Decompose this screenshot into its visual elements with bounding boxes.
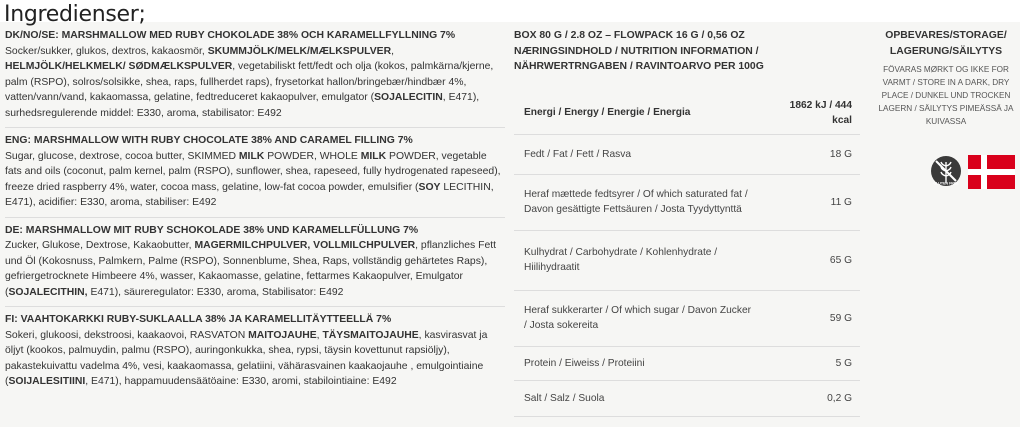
nutrition-row bbox=[514, 380, 860, 416]
allergen-text: MAITOJAUHE bbox=[248, 329, 317, 341]
storage-column bbox=[876, 28, 1016, 128]
certification-icons bbox=[928, 153, 1018, 193]
ingredient-run: , E471), surhedsregulerende middel: E330, aroma, stabilisator: E492 bbox=[5, 92, 480, 119]
gluten-free-icon bbox=[931, 156, 961, 186]
nutrition-label: Salt / Salz / Suola bbox=[514, 380, 762, 416]
ingredient-run: POWDER, WHOLE bbox=[264, 150, 361, 162]
ingredient-text bbox=[5, 44, 505, 122]
nutrition-label: Fedt / Fat / Fett / Rasva bbox=[514, 134, 762, 174]
ingredient-run: , kasvirasvat ja öljyt (kookos, palmuydin, palmu (RSPO), auringonkukka, shea, rypsi, täysin kovettunut rapsiöljy), pakastekuivattu vadelma 4%, vesi, kaakaomassa, gelatiini, vähärasvainen kaakaojauhe , emulgointiaine ( bbox=[5, 329, 488, 387]
allergen-text: SOY bbox=[418, 181, 441, 193]
nutrition-row bbox=[514, 230, 860, 290]
allergen-text: SKUMMJÖLK/MELK/MÆLKSPULVER bbox=[207, 45, 392, 57]
nutrition-row bbox=[514, 134, 860, 174]
nutrition-label: Energi / Energy / Energie / Energia bbox=[514, 92, 762, 134]
nutrition-table bbox=[514, 92, 860, 417]
ingredient-block bbox=[5, 312, 505, 390]
ingredient-heading: DK/NO/SE: MARSHMALLOW MED RUBY CHOKOLADE 38% OCH KARAMELLFYLLNING 7% bbox=[5, 30, 456, 41]
ingredient-run: Sokeri, glukoosi, dekstroosi, kaakaovoi, RASVATON bbox=[5, 329, 249, 341]
storage-text: FÖVARAS MØRKT OG IKKE FOR VARMT / STORE IN A DARK, DRY PLACE / DUNKEL UND TROCKEN LAGERN / SÄILYTYS PIMEÄSSÄ JA KUIVASSA bbox=[878, 65, 1014, 126]
nutrition-label: Protein / Eiweiss / Proteiini bbox=[514, 346, 762, 380]
nutrition-value: 0,2 G bbox=[762, 380, 860, 416]
nutrition-value: 65 G bbox=[762, 230, 860, 290]
ingredient-divider bbox=[5, 306, 505, 307]
nutrition-value: 5 G bbox=[762, 346, 860, 380]
nutrition-value: 1862 kJ / 444 kcal bbox=[762, 92, 860, 134]
nutrition-heading-line: NÄHRWERTRNGABEN / RAVINTOARVO PER 100G bbox=[514, 61, 764, 72]
nutrition-heading bbox=[514, 28, 860, 75]
ingredient-text bbox=[5, 149, 505, 211]
allergen-text: HELMJÖLK/HELKMELK/ SØDMÆLKSPULVER bbox=[5, 61, 233, 72]
page-title: Ingredienser; bbox=[4, 2, 146, 27]
ingredient-block bbox=[5, 223, 505, 301]
ingredient-heading: FI: VAAHTOKARKKI RUBY-SUKLAALLA 38% JA KARAMELLITÄYTTEELLÄ 7% bbox=[5, 314, 392, 325]
certification-icons-svg bbox=[928, 153, 1018, 193]
nutrition-row bbox=[514, 174, 860, 230]
nutrition-row bbox=[514, 92, 860, 134]
ingredient-run: , vegetabiliskt fett/fedt och olja (kokos, palmkärna/kjerne, palm (RSPO), solros/solsikke, shea, raps, fullherdet raps), frysetorkat hallon/bringebær/hindbær 4%, vatten/vann/vand, kakaomassa, gelatine, fedtreduceret kakaopulver, emulgator ( bbox=[5, 61, 494, 103]
ingredient-run: LECITHIN, E471), acidifier: E330, aroma, stabiliser: E492 bbox=[5, 181, 494, 208]
allergen-text: MAGERMILCHPULVER, VOLLMILCHPULVER bbox=[194, 240, 416, 251]
allergen-text: MILK bbox=[360, 150, 387, 162]
ingredient-run: , E471), happamuudensäätöaine: E330, aromi, stabilointiaine: E492 bbox=[85, 376, 397, 387]
ingredient-run: , bbox=[316, 329, 323, 341]
nutrition-row bbox=[514, 346, 860, 380]
nutrition-label: Heraf sukkerarter / Of which sugar / Davon Zucker / Josta sokereita bbox=[514, 290, 762, 346]
ingredient-divider bbox=[5, 217, 505, 218]
nutrition-value: 18 G bbox=[762, 134, 860, 174]
ingredient-heading: ENG: MARSHMALLOW WITH RUBY CHOCOLATE 38% AND CARAMEL FILLING 7% bbox=[5, 135, 413, 146]
denmark-flag-icon bbox=[968, 155, 1015, 189]
storage-heading: OPBEVARES/STORAGE/ LAGERUNG/SÄILYTYS bbox=[885, 30, 1007, 57]
ingredient-run: , bbox=[391, 45, 394, 57]
ingredient-run: Zucker, Glukose, Dextrose, Kakaobutter, bbox=[5, 240, 195, 251]
allergen-text: SOIJALESITIINI bbox=[8, 376, 86, 387]
allergen-text: TÄYSMAITOJAUHE bbox=[322, 329, 419, 341]
allergen-text: SOJALECITHIN, bbox=[8, 286, 88, 298]
nutrition-label: Heraf mættede fedtsyrer / Of which saturated fat / Davon gesättigte Fettsäuren / Josta Tyydyttynttä bbox=[514, 174, 762, 230]
ingredient-run: , pflanzliches Fett und Öl (Kokosnuss, Palmkern, Palme (RSPO), Sonnenblume, Shea, Raps, vollständig gehärtetes Raps), gefriergetrocknete Himbeere 4%, wasser, Kakaomasse, gelatine, fettarmes Kakaopulver, Emulgator ( bbox=[5, 240, 496, 298]
nutrition-heading-line: BOX 80 G / 2.8 OZ – FLOWPACK 16 G / 0,56 OZ bbox=[514, 30, 745, 41]
nutrition-label: Kulhydrat / Carbohydrate / Kohlenhydrate / Hiilihydraatit bbox=[514, 230, 762, 290]
nutrition-heading-line: NÆRINGSINDHOLD / NUTRITION INFORMATION / bbox=[514, 45, 759, 57]
ingredients-column bbox=[5, 28, 505, 390]
allergen-text: MILK bbox=[238, 150, 265, 162]
gluten-free-text: GLUTEN FREE bbox=[933, 181, 959, 186]
ingredient-block bbox=[5, 28, 505, 121]
ingredient-heading: DE: MARSHMALLOW MIT RUBY SCHOKOLADE 38% UND KARAMELLFÜLLUNG 7% bbox=[5, 224, 419, 236]
nutrition-value: 11 G bbox=[762, 174, 860, 230]
nutrition-value: 59 G bbox=[762, 290, 860, 346]
ingredient-run: E471), säureregulator: E330, aroma, Stabilisator: E492 bbox=[87, 286, 344, 298]
nutrition-row bbox=[514, 290, 860, 346]
ingredient-run: Sugar, glucose, dextrose, cocoa butter, SKIMMED bbox=[5, 150, 239, 162]
ingredient-divider bbox=[5, 127, 505, 128]
ingredient-run: Socker/sukker, glukos, dextros, kakaosmör, bbox=[5, 45, 208, 57]
allergen-text: SOJALECITIN bbox=[374, 92, 443, 103]
ingredient-block bbox=[5, 133, 505, 211]
ingredient-text bbox=[5, 328, 505, 390]
ingredient-text bbox=[5, 238, 505, 300]
ingredient-run: POWDER, vegetable fats and oils (coconut, palm kernel, palm (RSPO), sunflower, shea, rapeseed, fully hydrogenated rapeseed), freeze dried raspberry 4%, water, cocoa mass, gelatine, low-fat cocoa powder, emulsifier ( bbox=[5, 150, 501, 193]
